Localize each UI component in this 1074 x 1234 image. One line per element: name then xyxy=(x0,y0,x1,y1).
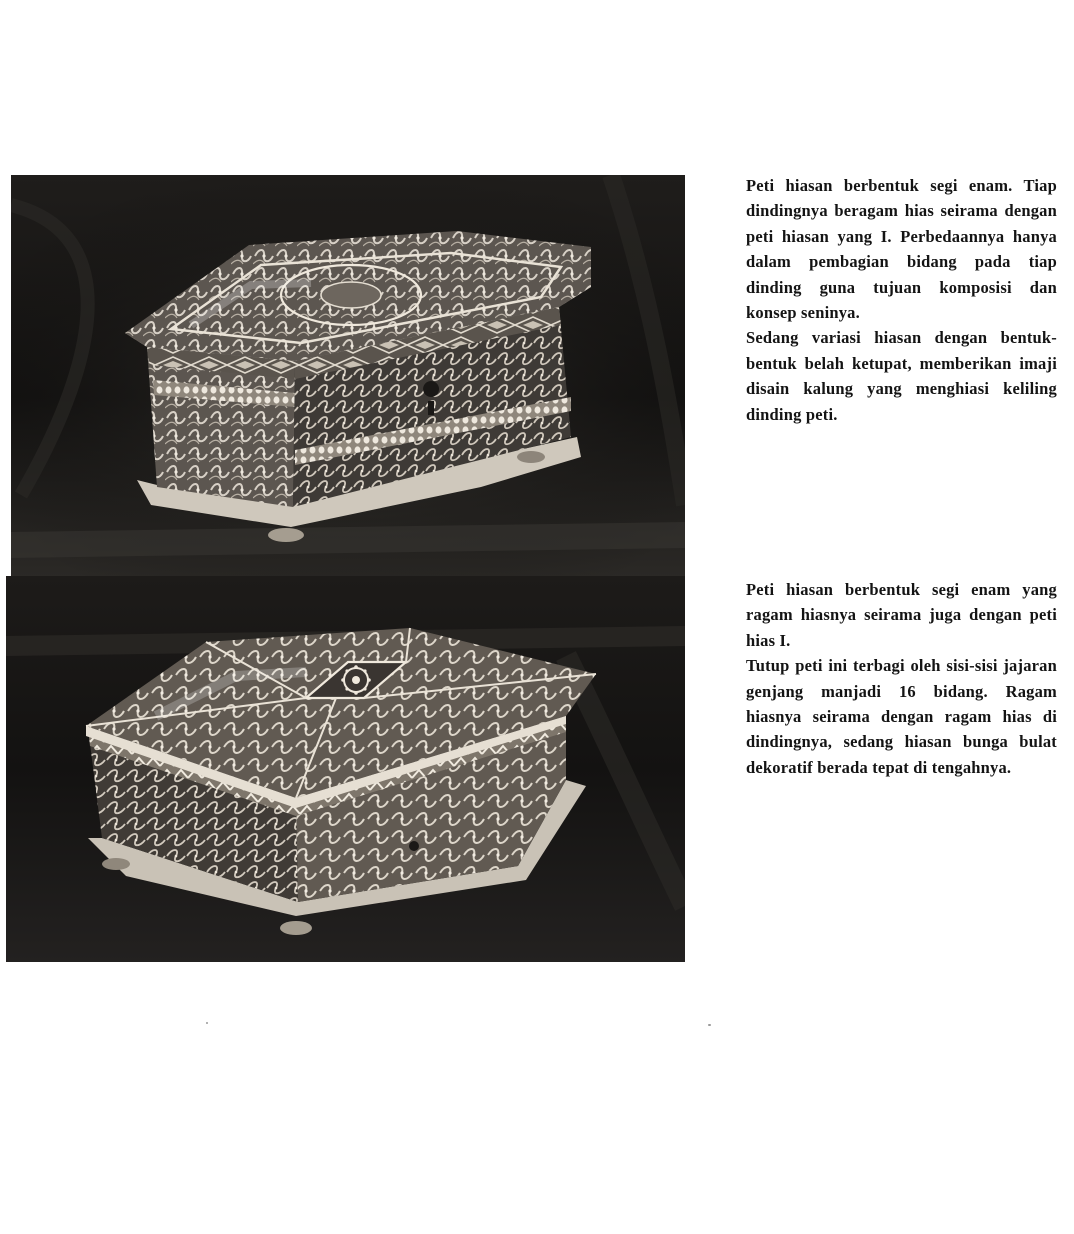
photo-chest-hexagonal-bottom xyxy=(6,576,685,962)
chest-illustration-top xyxy=(11,175,685,578)
caption-top xyxy=(746,173,1057,427)
caption-top-paragraph-1: Peti hiasan berbentuk segi enam. Tiap dindingnya beragam hias seirama dengan peti hiasan yang I. Perbedaannya hanya dalam pembagian bidang pada tiap dinding guna tujuan komposisi dan konsep seninya. xyxy=(746,176,1057,323)
chest-illustration-bottom xyxy=(6,576,685,962)
caption-top-paragraph-2: Sedang variasi hiasan dengan bentuk-bentuk belah ketupat, memberikan imaji disain kalung yang menghiasi keliling dinding peti. xyxy=(746,328,1057,424)
scan-speck xyxy=(206,1022,208,1024)
caption-bottom xyxy=(746,577,1057,780)
caption-bottom-paragraph-1: Peti hiasan berbentuk segi enam yang ragam hiasnya seirama juga dengan peti hias I. xyxy=(746,580,1057,650)
caption-bottom-paragraph-2: Tutup peti ini terbagi oleh sisi-sisi jajaran genjang manjadi 16 bidang. Ragam hiasnya seirama dengan ragam hias di dindingnya, sedang hiasan bunga bulat dekoratif berada tepat di tengahnya. xyxy=(746,656,1057,777)
scan-speck xyxy=(708,1024,711,1026)
photo-chest-hexagonal-top xyxy=(11,175,685,578)
